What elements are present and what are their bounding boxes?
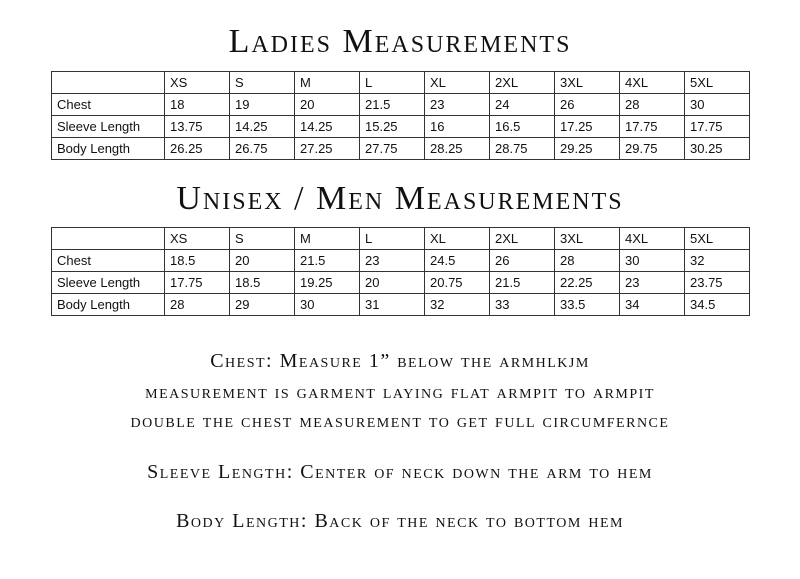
chest-note-line-3: double the chest measurement to get full circumfernce (130, 410, 670, 432)
table-cell: 28.25 (425, 138, 490, 160)
table-cell: 17.75 (685, 116, 750, 138)
table-cell: 14.25 (230, 116, 295, 138)
chest-note-line-1: Chest: Measure 1” below the armhlkjm (210, 350, 590, 372)
table-row (52, 250, 750, 272)
table-cell: 31 (360, 294, 425, 316)
table-header-row (52, 228, 750, 250)
header-cell: S (230, 72, 295, 94)
table-cell: 17.25 (555, 116, 620, 138)
table-cell: 18.5 (230, 272, 295, 294)
table-row (52, 272, 750, 294)
table-cell: 24 (490, 94, 555, 116)
row-label-cell: Body Length (52, 294, 165, 316)
row-label-cell: Sleeve Length (52, 116, 165, 138)
table-cell: 16 (425, 116, 490, 138)
header-cell: 5XL (685, 228, 750, 250)
table-cell: 23 (620, 272, 685, 294)
table-cell: 17.75 (165, 272, 230, 294)
table-header-row (52, 72, 750, 94)
table-cell: 20 (230, 250, 295, 272)
table-cell: 34.5 (685, 294, 750, 316)
table-cell: 21.5 (490, 272, 555, 294)
header-cell: 4XL (620, 228, 685, 250)
table-cell: 14.25 (295, 116, 360, 138)
table-row (52, 116, 750, 138)
table-cell: 16.5 (490, 116, 555, 138)
table-cell: 13.75 (165, 116, 230, 138)
table-cell: 20 (360, 272, 425, 294)
table-cell: 28.75 (490, 138, 555, 160)
table-cell: 29.25 (555, 138, 620, 160)
table-cell: 26 (555, 94, 620, 116)
table-cell: 17.75 (620, 116, 685, 138)
table-cell: 21.5 (295, 250, 360, 272)
header-cell (52, 228, 165, 250)
table-cell: 34 (620, 294, 685, 316)
header-cell: 2XL (490, 72, 555, 94)
table-cell: 29.75 (620, 138, 685, 160)
unisex-title: Unisex / Men Measurements (176, 180, 624, 217)
header-cell: XS (165, 228, 230, 250)
table-cell: 20.75 (425, 272, 490, 294)
header-cell: S (230, 228, 295, 250)
table-cell: 23 (425, 94, 490, 116)
row-label-cell: Body Length (52, 138, 165, 160)
table-cell: 32 (425, 294, 490, 316)
table-cell: 19.25 (295, 272, 360, 294)
header-cell: 2XL (490, 228, 555, 250)
table-cell: 33.5 (555, 294, 620, 316)
header-cell: XL (425, 228, 490, 250)
table-cell: 15.25 (360, 116, 425, 138)
header-cell: 3XL (555, 72, 620, 94)
header-cell: 4XL (620, 72, 685, 94)
ladies-title: Ladies Measurements (228, 23, 572, 60)
table-row (52, 138, 750, 160)
table-cell: 18.5 (165, 250, 230, 272)
body-length-note: Body Length: Back of the neck to bottom hem (176, 510, 624, 532)
table-cell: 26.75 (230, 138, 295, 160)
table-cell: 20 (295, 94, 360, 116)
table-row (52, 94, 750, 116)
unisex-size-table (51, 227, 750, 316)
row-label-cell: Chest (52, 94, 165, 116)
table-cell: 30 (295, 294, 360, 316)
table-cell: 18 (165, 94, 230, 116)
header-cell: 5XL (685, 72, 750, 94)
table-cell: 29 (230, 294, 295, 316)
table-cell: 30 (685, 94, 750, 116)
table-cell: 30.25 (685, 138, 750, 160)
table-cell: 28 (165, 294, 230, 316)
table-cell: 28 (555, 250, 620, 272)
table-cell: 24.5 (425, 250, 490, 272)
header-cell: M (295, 228, 360, 250)
table-cell: 23.75 (685, 272, 750, 294)
chest-note-line-2: measurement is garment laying flat armpit to armpit (145, 381, 655, 403)
header-cell: XL (425, 72, 490, 94)
table-cell: 26.25 (165, 138, 230, 160)
sleeve-length-note: Sleeve Length: Center of neck down the arm to hem (147, 461, 653, 483)
row-label-cell: Chest (52, 250, 165, 272)
header-cell: 3XL (555, 228, 620, 250)
table-cell: 23 (360, 250, 425, 272)
table-cell: 33 (490, 294, 555, 316)
row-label-cell: Sleeve Length (52, 272, 165, 294)
table-cell: 27.75 (360, 138, 425, 160)
table-cell: 19 (230, 94, 295, 116)
header-cell: L (360, 228, 425, 250)
ladies-size-table (51, 71, 750, 160)
table-cell: 32 (685, 250, 750, 272)
table-cell: 28 (620, 94, 685, 116)
header-cell: XS (165, 72, 230, 94)
table-cell: 21.5 (360, 94, 425, 116)
header-cell (52, 72, 165, 94)
table-cell: 22.25 (555, 272, 620, 294)
header-cell: M (295, 72, 360, 94)
table-cell: 30 (620, 250, 685, 272)
header-cell: L (360, 72, 425, 94)
table-row (52, 294, 750, 316)
table-cell: 27.25 (295, 138, 360, 160)
table-cell: 26 (490, 250, 555, 272)
